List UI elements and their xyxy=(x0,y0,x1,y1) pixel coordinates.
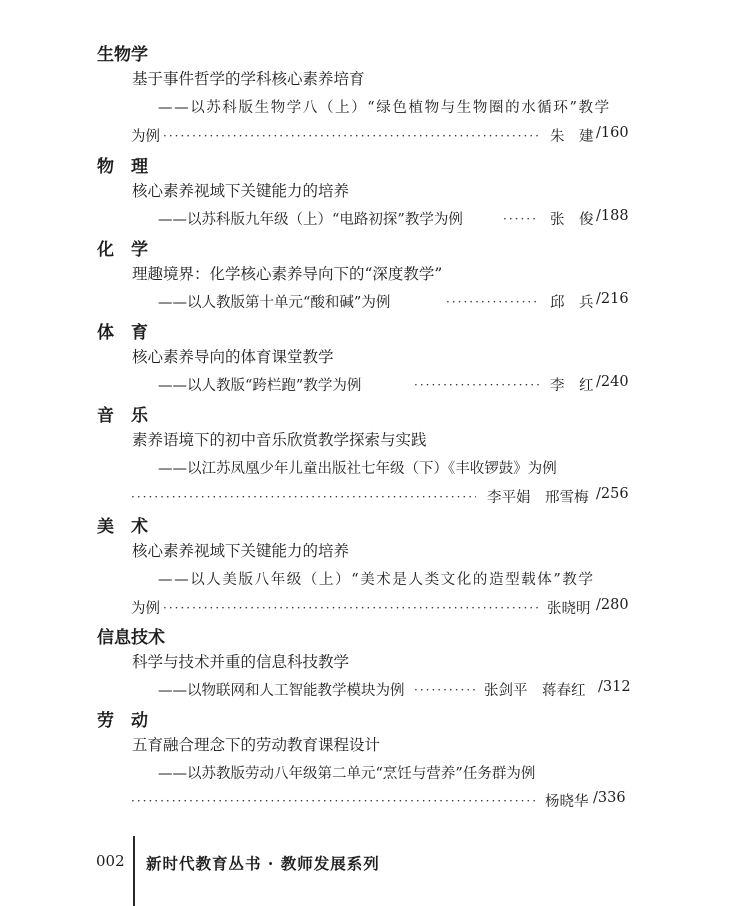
entry-title-art: 核心素养视域下关键能力的培养 xyxy=(132,542,350,560)
entry-subtitle-cont-art: 为例 xyxy=(131,601,160,617)
footer-divider xyxy=(133,836,135,906)
entry-page-biology: /160 xyxy=(596,125,629,141)
entry-page-labor: /336 xyxy=(593,790,626,806)
entry-page-art: /280 xyxy=(596,597,629,613)
entry-author-physics: 张 俊 xyxy=(550,212,594,228)
entry-title-labor: 五育融合理念下的劳动教育课程设计 xyxy=(132,736,381,754)
entry-page-physics: /188 xyxy=(596,208,629,224)
entry-author-it: 张剑平 蒋春红 xyxy=(484,683,586,699)
footer-page-number: 002 xyxy=(96,852,125,870)
entry-title-it: 科学与技术并重的信息科技教学 xyxy=(132,653,350,671)
entry-page-chemistry: /216 xyxy=(596,291,629,307)
entry-subtitle-music: ——以江苏凤凰少年儿童出版社七年级（下）《丰收锣鼓》为例 xyxy=(158,461,557,477)
entry-title-music: 素养语境下的初中音乐欣赏教学探索与实践 xyxy=(132,431,427,449)
leader-dots xyxy=(414,683,476,697)
section-heading-physics: 物 理 xyxy=(97,157,148,177)
entry-subtitle-pe: ——以人教版“跨栏跑”教学为例 xyxy=(158,378,362,394)
entry-subtitle-labor: ——以苏教版劳动八年级第二单元“烹饪与营养”任务群为例 xyxy=(158,766,536,782)
entry-subtitle-chemistry: ——以人教版第十单元“酸和碱”为例 xyxy=(158,295,391,311)
leader-dots xyxy=(163,129,539,143)
entry-subtitle-art: ——以人美版八年级（上）“美术是人类文化的造型载体”教学 xyxy=(158,572,595,588)
entry-author-chemistry: 邱 兵 xyxy=(550,295,594,311)
entry-subtitle-it: ——以物联网和人工智能教学模块为例 xyxy=(158,683,405,699)
entry-author-pe: 李 红 xyxy=(550,378,594,394)
leader-dots xyxy=(131,490,476,504)
leader-dots xyxy=(446,295,539,309)
section-heading-art: 美 术 xyxy=(97,517,148,537)
leader-dots xyxy=(414,378,539,392)
entry-subtitle-physics: ——以苏科版九年级（上）“电路初探”教学为例 xyxy=(158,212,463,228)
entry-title-physics: 核心素养视域下关键能力的培养 xyxy=(132,182,350,200)
entry-title-chemistry: 理趣境界：化学核心素养导向下的“深度教学” xyxy=(132,265,443,283)
entry-subtitle-cont-biology: 为例 xyxy=(131,129,160,145)
section-heading-biology: 生物学 xyxy=(97,45,148,65)
section-heading-pe: 体 育 xyxy=(97,323,148,343)
entry-page-it: /312 xyxy=(598,679,631,695)
footer-series-title: 新时代教育丛书 · 教师发展系列 xyxy=(146,854,380,873)
section-heading-music: 音 乐 xyxy=(97,406,148,426)
section-heading-chemistry: 化 学 xyxy=(97,240,148,260)
entry-author-labor: 杨晓华 xyxy=(545,794,589,810)
entry-title-biology: 基于事件哲学的学科核心素养培育 xyxy=(132,70,365,88)
leader-dots xyxy=(163,601,539,615)
leader-dots xyxy=(503,212,539,226)
section-heading-it: 信息技术 xyxy=(97,628,165,648)
section-heading-labor: 劳 动 xyxy=(97,711,148,731)
leader-dots xyxy=(131,794,535,808)
entry-author-art: 张晓明 xyxy=(547,601,591,617)
entry-author-music: 李平娟 邢雪梅 xyxy=(487,490,589,506)
entry-author-biology: 朱 建 xyxy=(550,129,594,145)
entry-title-pe: 核心素养导向的体育课堂教学 xyxy=(132,348,334,366)
entry-page-pe: /240 xyxy=(596,374,629,390)
entry-subtitle-biology: ——以苏科版生物学八（上）“绿色植物与生物圈的水循环”教学 xyxy=(158,100,611,116)
entry-page-music: /256 xyxy=(596,486,629,502)
